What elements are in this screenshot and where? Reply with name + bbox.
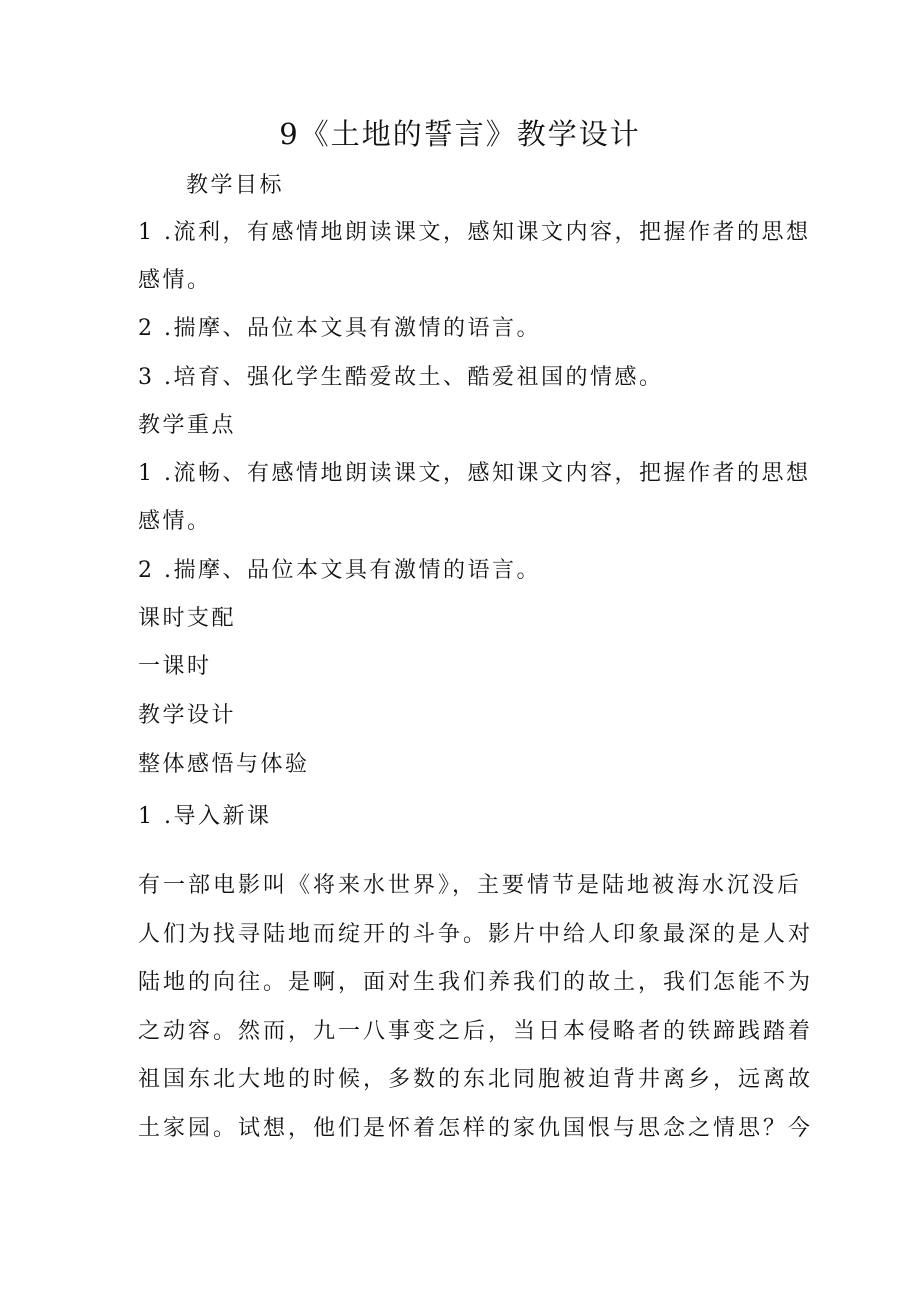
paragraph-line: 人们为找寻陆地而绽开的斗争。影片中给人印象最深的是人对 <box>138 921 814 947</box>
design-subheading: 整体感悟与体验 <box>138 752 310 777</box>
paragraph-line: 土家园。试想，他们是怀着怎样的家仇国恨与思念之情思？今 <box>138 1115 814 1141</box>
time-value: 一课时 <box>138 654 212 679</box>
document-title: 9《土地的誓言》教学设计 <box>279 117 641 151</box>
time-heading: 课时支配 <box>138 606 237 631</box>
design-heading: 教学设计 <box>138 703 237 728</box>
paragraph-line: 祖国东北大地的时候，多数的东北同胞被迫背井离乡，远离故 <box>138 1067 814 1092</box>
key-2: 2 .揣摩、品位本文具有激情的语言。 <box>138 558 541 583</box>
goal-2: 2 .揣摩、品位本文具有激情的语言。 <box>138 316 541 341</box>
intro-paragraph <box>138 862 814 1153</box>
step-1-heading: 1 .导入新课 <box>138 804 272 829</box>
paragraph-line: 之动容。然而，九一八事变之后，当日本侵略者的铁蹄践踏着 <box>138 1018 814 1044</box>
goals-heading: 教学目标 <box>186 173 285 198</box>
paragraph-line: 陆地的向往。是啊，面对生我们养我们的故土，我们怎能不为 <box>138 970 814 995</box>
paragraph-line: 有一部电影叫《将来水世界》，主要情节是陆地被海水沉没后 <box>138 873 803 898</box>
goal-1-line-2: 感情。 <box>138 268 212 293</box>
goal-3: 3 .培育、强化学生酷爱故土、酷爱祖国的情感。 <box>138 365 664 390</box>
key-points-heading: 教学重点 <box>138 413 237 438</box>
key-1-line-1: 1 .流畅、有感情地朗读课文，感知课文内容，把握作者的思想 <box>138 461 811 486</box>
goal-1-line-1: 1 .流利，有感情地朗读课文，感知课文内容，把握作者的思想 <box>138 220 811 245</box>
key-1-line-2: 感情。 <box>138 509 212 534</box>
